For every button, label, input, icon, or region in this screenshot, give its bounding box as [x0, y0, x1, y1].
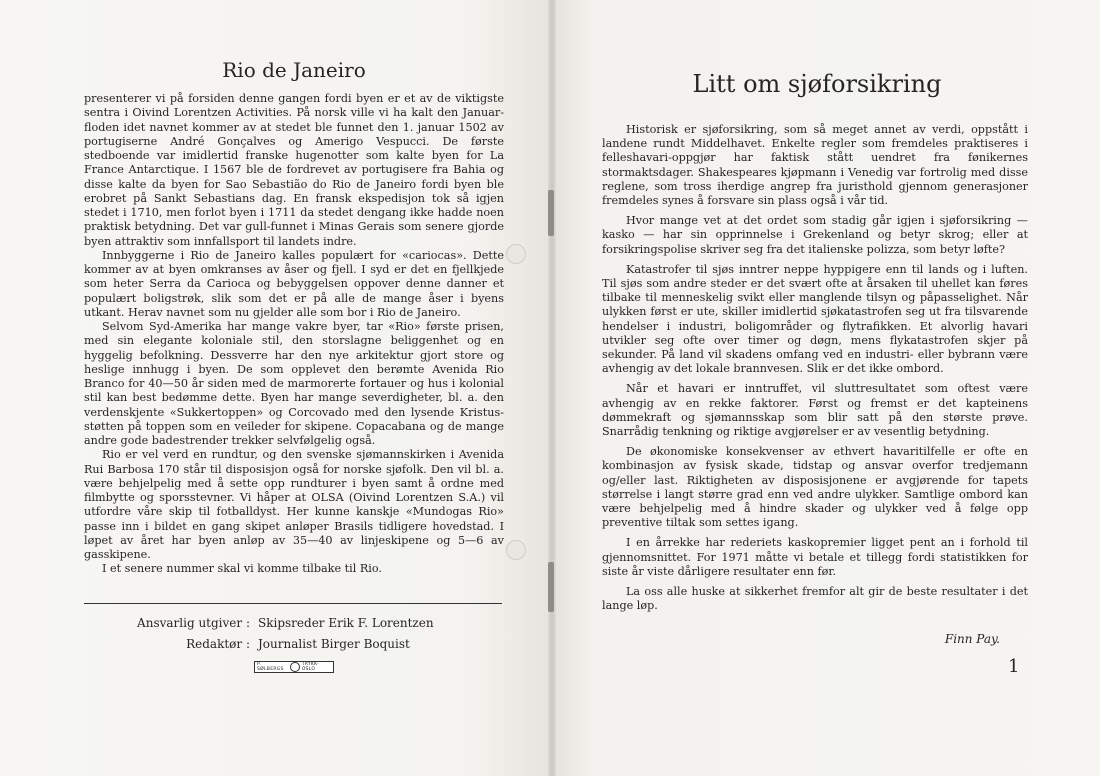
punch-hole-bottom	[506, 540, 526, 560]
credits-divider	[84, 603, 502, 604]
right-paragraph: Katastrofer til sjøs inntrer neppe hyppigere enn til lands og i luften. Til sjøs som andre steder er det svært ofte at årsaken til uhellet kan føres tilbake til menneskelig svikt eller manglende tilsyn og påpasselighet. Når ulykken først er ute, skiller imidlertid sjøkatastrofen seg ut fra tilsvarende hendelser i industri, boligområder og flytrafikken. Et alvorlig havari utvikler seg ofte over timer og døgn, mens flykatastrofen skjer på sekunder. På land vil skadens omfang ved en industri- eller bybrann være avhengig av det lokale brannvesen. Slik er det ikke ombord.	[602, 262, 1028, 376]
publisher-name: Skipsreder Erik F. Lorentzen	[258, 616, 434, 630]
page-gutter	[548, 0, 556, 776]
publisher-row	[120, 613, 434, 634]
editor-name: Journalist Birger Boquist	[258, 637, 410, 651]
left-paragraph: Innbyggerne i Rio de Janeiro kalles populært for «cariocas». Dette kommer av at byen omkranses av åser og fjell. I syd er det en fjellkjede som heter Serra da Carioca og bebyggelsen oppover denne danner et populært boligstrøk, slik som det er på alle de mange åser i byens utkant. Herav navnet som nu gjelder alle som bor i Rio de Janeiro.	[84, 248, 504, 319]
right-paragraph: I en årrekke har rederiets kaskopremier ligget pent an i forhold til gjennomsnittet. For 1971 måtte vi betale et tillegg fordi statistikken for siste år viste dårligere resultater enn før.	[602, 536, 1028, 578]
page-number: 1	[1008, 656, 1020, 677]
editor-row	[120, 634, 434, 655]
right-paragraph: De økonomiske konsekvenser av ethvert havaritilfelle er ofte en kombinasjon av fysisk skade, tidstap og ansvar overfor tredjemann og/eller last. Riktigheten av disposisjonene er avgjørende for tapets størrelse i langt større grad enn ved andre ulykker. Samtlige ombord kan være behjelpelig med å hindre skader og ulykker ved å følge opp preventive tiltak som settes igang.	[602, 445, 1028, 530]
left-paragraph: Selvom Syd-Amerika har mange vakre byer, tar «Rio» første prisen, med sin elegante koloniale stil, den storslagne beliggenhet og en hyggelig befolkning. Dessverre har den nye arkitektur gjort store og heslige innhugg i byen. De som opplevet den berømte Avenida Rio Branco for 40—50 år siden med de marmorerte fortauer og hus i kolonial stil kan best bedømme dette. Byen har mange severdigheter, bl. a. den verdenskjente «Sukkertoppen» og Corcovado med den lysende Kristus-støtten på toppen som en veileder for skipene. Copacabana og de mange andre gode badestrender trekker selvfølgelig også.	[84, 320, 504, 447]
right-paragraph: La oss alle huske at sikkerhet fremfor alt gir de beste resultater i det lange løp.	[602, 585, 1028, 613]
right-paragraph: Hvor mange vet at det ordet som stadig går igjen i sjøforsikring — kasko — har sin opprinnelse i Grekenland og betyr skrog; eller at forsikringspolise skriver seg fra det italienske polizza, som betyr løfte?	[602, 214, 1028, 256]
printer-logo	[254, 661, 334, 673]
credits-block	[120, 613, 434, 655]
author-signature: Finn Pay.	[944, 632, 1000, 646]
left-paragraph: Rio er vel verd en rundtur, og den svenske sjømannskirken i Avenida Rui Barbosa 170 står til disposisjon også for norske sjøfolk. Den vil bl. a. være behjelpelig med å sette opp rundturer i byen samt å ordne med filmbytte og sporsstevner. Vi håper at OLSA (Oivind Lorentzen S.A.) vil utfordre våre skip til fotballdyst. Her kunne kanskje «Mundogas Rio» passe inn i bildet en gang skipet anløper Brasils tidligere hovedstad. I løpet av året har byen anløp av 35—40 av linjeskipene og 5—6 av gasskipene.	[84, 448, 504, 561]
staple-bottom	[548, 562, 554, 612]
printer-seal-icon	[290, 662, 300, 672]
right-paragraph: Når et havari er inntruffet, vil sluttresultatet som oftest være avhengig av en rekke faktorer. Først og fremst er det kapteinens dømmekraft og sjømannsskap som blir satt på den største prøve. Snarrådig tenkning og riktige avgjørelser er av vesentlig betydning.	[602, 382, 1028, 439]
printer-mark-left: P. SØLBERGS	[257, 662, 284, 672]
staple-top	[548, 190, 554, 236]
right-page-title: Litt om sjøforsikring	[692, 70, 942, 98]
editor-role: Redaktør :	[186, 637, 250, 651]
right-article-body	[602, 123, 1028, 620]
publisher-role: Ansvarlig utgiver :	[137, 616, 250, 630]
left-page-title: Rio de Janeiro	[222, 58, 366, 82]
right-paragraph: Historisk er sjøforsikring, som så meget annet av verdi, oppstått i landene rundt Middelhavet. Enkelte regler som fremdeles praktiseres i felleshavari-oppgjør har faktisk stått uendret fra fønikernes stormaktsdager. Shakespeares kjøpmann i Venedig var fortrolig med disse reglene, som tross iherdige angrep fra juristhold gjennom generasjoner fremdeles synes å forsvare sin plass også i vår tid.	[602, 123, 1028, 208]
left-paragraph: presenterer vi på forsiden denne gangen fordi byen er et av de viktigste sentra i Oivind Lorentzen Activities. På norsk ville vi ha kalt den Januar-floden idet navnet kommer av at stedet ble funnet den 1. januar 1502 av portugiserne André Gonçalves og Amerigo Vespucci. De første stedboende var imidlertid franske hugenotter som kalte byen for La France Antarctique. I 1567 ble de fordrevet av portugisere fra Bahia og disse kalte da byen for Sao Sebastião do Rio de Janeiro fordi byen ble erobret på Sankt Sebastians dag. En fransk ekspedisjon tok så igjen stedet i 1710, men forlot byen i 1711 da stedet dengang ikke hadde noen praktisk betydning. Det var gull-funnet i Minas Gerais som senere gjorde byen attraktiv som innfallsport til landets indre.	[84, 92, 504, 248]
punch-hole-top	[506, 244, 526, 264]
left-paragraph: I et senere nummer skal vi komme tilbake til Rio.	[102, 562, 382, 576]
printer-mark-right: TRYKK-OSLO	[301, 662, 319, 672]
left-article-body	[84, 92, 504, 577]
